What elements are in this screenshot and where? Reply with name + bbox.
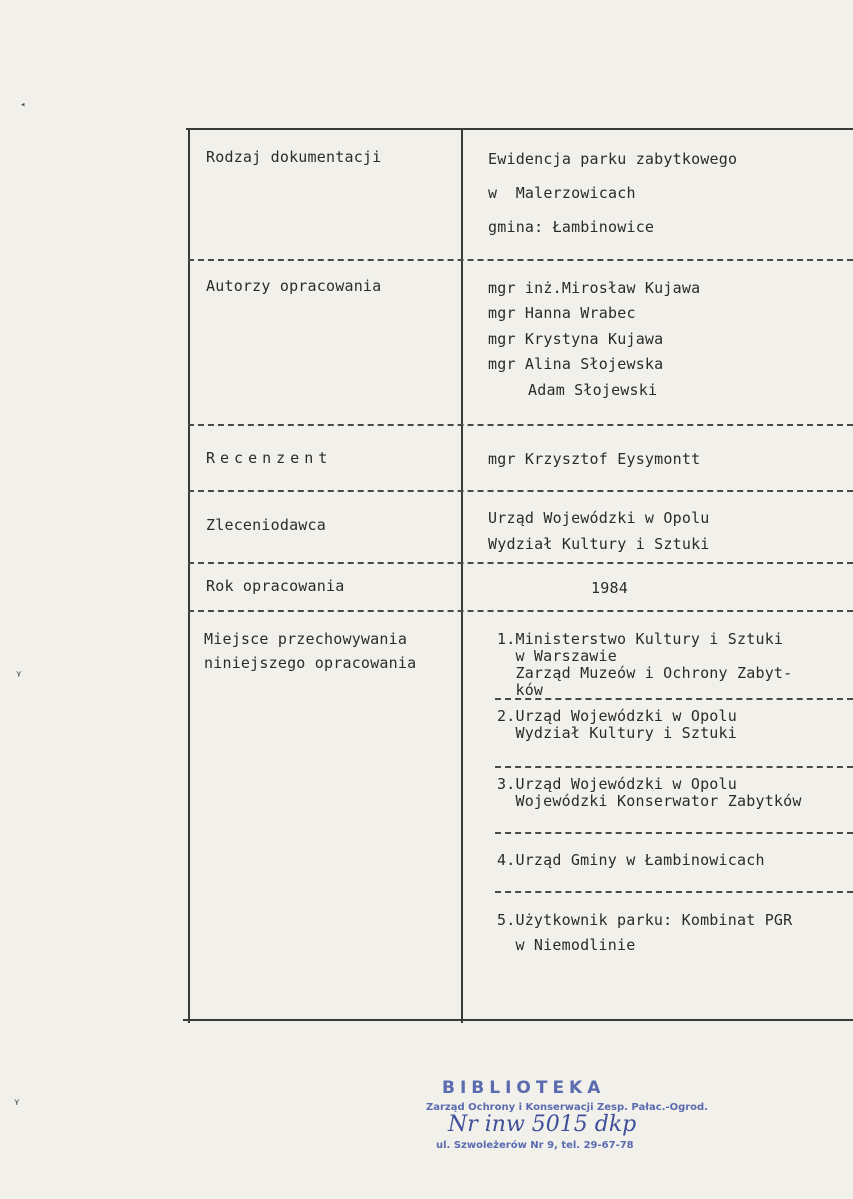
- row-value-line: w Malerzowicach: [488, 184, 636, 202]
- row-divider: [188, 610, 853, 612]
- row-label-authors: Autorzy opracowania: [206, 277, 382, 295]
- client-value-line: Urząd Wojewódzki w Opolu: [488, 509, 710, 527]
- row-label-document-type: Rodzaj dokumentacji: [206, 148, 382, 166]
- client-value-line: Wydział Kultury i Sztuki: [488, 535, 710, 553]
- table-left-border: [188, 128, 190, 1023]
- reviewer-value: mgr Krzysztof Eysymontt: [488, 450, 701, 468]
- location-line: 1.Ministerstwo Kultury i Sztuki: [497, 630, 784, 648]
- author-line: mgr inż.Mirosław Kujawa: [488, 279, 701, 297]
- location-line: Wojewódzki Konserwator Zabytków: [497, 792, 802, 810]
- row-value-line: Ewidencja parku zabytkowego: [488, 150, 738, 168]
- row-label-storage-place: Miejsce przechowywania: [204, 630, 408, 648]
- author-line: mgr Alina Słojewska: [488, 355, 664, 373]
- row-divider: [188, 259, 853, 261]
- row-divider: [188, 490, 853, 492]
- location-divider: [495, 891, 853, 893]
- author-line: mgr Krystyna Kujawa: [488, 330, 664, 348]
- row-divider: [188, 424, 853, 426]
- location-divider: [495, 832, 853, 834]
- stamp-inventory-handwritten: Nr inw 5015 dkp: [448, 1112, 637, 1137]
- stamp-address: ul. Szwoleżerów Nr 9, tel. 29-67-78: [436, 1140, 634, 1151]
- row-label-year: Rok opracowania: [206, 577, 345, 595]
- row-value-line: gmina: Łambinowice: [488, 218, 655, 236]
- table-column-divider: [461, 128, 463, 1023]
- margin-mark: ⋎: [16, 670, 22, 680]
- row-label-storage-place: niniejszego opracowania: [204, 654, 417, 672]
- margin-mark: ◂: [20, 100, 26, 110]
- location-line: 4.Urząd Gminy w Łambinowicach: [497, 851, 765, 869]
- location-line: 5.Użytkownik parku: Kombinat PGR: [497, 911, 793, 929]
- location-line: 2.Urząd Wojewódzki w Opolu: [497, 707, 737, 725]
- author-line: mgr Hanna Wrabec: [488, 304, 636, 322]
- location-line: w Warszawie: [497, 647, 617, 665]
- row-divider: [188, 562, 853, 564]
- table-top-border: [186, 128, 853, 130]
- stamp-institution: Zarząd Ochrony i Konserwacji Zesp. Pałac.-Ogrod.: [426, 1102, 708, 1113]
- row-label-reviewer: Recenzent: [206, 449, 333, 467]
- location-line: ków: [497, 681, 544, 699]
- location-divider: [495, 698, 853, 700]
- location-line: w Niemodlinie: [497, 936, 636, 954]
- location-line: Zarząd Muzeów i Ochrony Zabyt-: [497, 664, 793, 682]
- author-line: Adam Słojewski: [528, 381, 658, 399]
- location-divider: [495, 766, 853, 768]
- location-line: 3.Urząd Wojewódzki w Opolu: [497, 775, 737, 793]
- row-label-client: Zleceniodawca: [206, 516, 326, 534]
- table-bottom-border: [183, 1019, 853, 1021]
- margin-mark: ⋎: [14, 1098, 20, 1108]
- year-value: 1984: [591, 579, 628, 597]
- location-line: Wydział Kultury i Sztuki: [497, 724, 737, 742]
- stamp-title: BIBLIOTEKA: [442, 1078, 606, 1098]
